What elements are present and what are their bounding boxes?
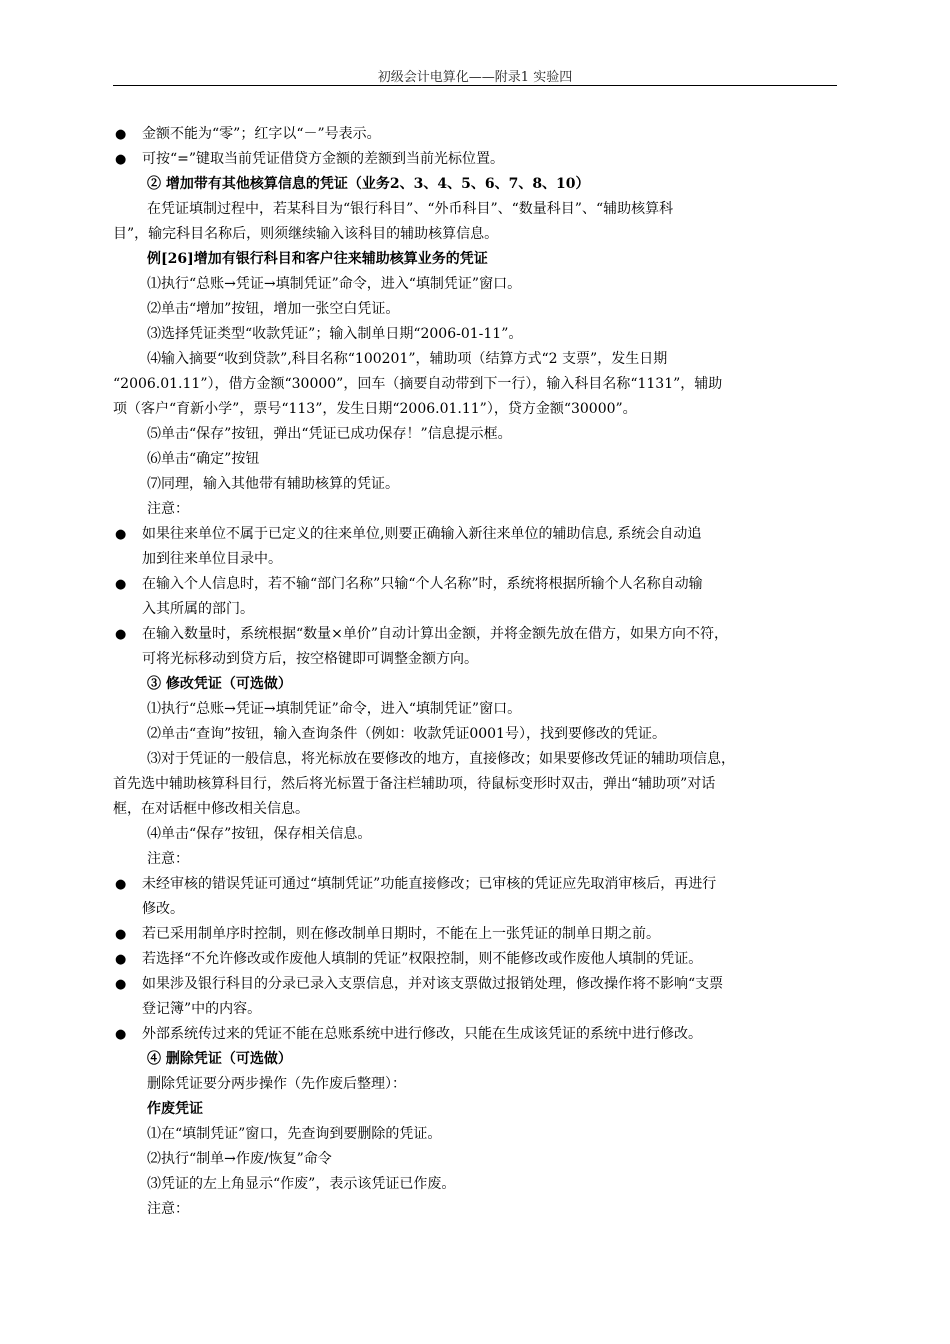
step-line: “2006.01.11”），借方金额“30000”，回车（摘要自动带到下一行），输入科目名称“1131”，辅助	[113, 376, 723, 392]
bullet-item	[113, 1022, 837, 1047]
note-label: 注意：	[147, 1201, 189, 1217]
step-line: ⑹单击“确定”按钮	[147, 451, 260, 467]
bullet-item	[113, 622, 837, 647]
bullet-text: 在输入个人信息时，若不输“部门名称”只输“个人名称”时，系统将根据所输个人名称自动输	[142, 576, 703, 592]
bullet-text: 若选择“不允许修改或作废他人填制的凭证”权限控制，则不能修改或作废他人填制的凭证。	[142, 951, 703, 967]
step-line: ⑵执行“制单→作废/恢复”命令	[147, 1151, 332, 1167]
section-heading: ② 增加带有其他核算信息的凭证（业务2、3、4、5、6、7、8、10）	[147, 176, 590, 192]
step-line: 首先选中辅助核算科目行，然后将光标置于备注栏辅助项，待鼠标变形时双击，弹出“辅助项”对话	[113, 776, 716, 792]
bullet-text: 在输入数量时，系统根据“数量×单价”自动计算出金额，并将金额先放在借方，如果方向不符，	[142, 626, 729, 642]
step-line: ⑶凭证的左上角显示“作废”，表示该凭证已作废。	[147, 1176, 456, 1192]
bullet-icon: ●	[115, 577, 127, 592]
bullet-icon: ●	[115, 127, 127, 142]
bullet-item	[113, 972, 837, 997]
note-label: 注意：	[147, 851, 189, 867]
bullet-icon: ●	[115, 627, 127, 642]
bullet-continuation: 可将光标移动到贷方后，按空格键即可调整金额方向。	[142, 651, 478, 667]
example-title: 例[26]增加有银行科目和客户往来辅助核算业务的凭证	[147, 251, 488, 267]
bullet-text: 可按“=”键取当前凭证借贷方金额的差额到当前光标位置。	[142, 151, 505, 167]
step-line: ⑸单击“保存”按钮，弹出“凭证已成功保存！”信息提示框。	[147, 426, 512, 442]
bullet-icon: ●	[115, 527, 127, 542]
step-line: ⑷单击“保存”按钮，保存相关信息。	[147, 826, 372, 842]
bullet-item	[113, 922, 837, 947]
bullet-text: 若已采用制单序时控制，则在修改制单日期时，不能在上一张凭证的制单日期之前。	[142, 926, 660, 942]
paragraph-line: 目”，输完科目名称后，则须继续输入该科目的辅助核算信息。	[113, 226, 499, 242]
bullet-continuation: 修改。	[142, 901, 184, 917]
step-line: ⑴执行“总账→凭证→填制凭证”命令，进入“填制凭证”窗口。	[147, 701, 522, 717]
bullet-text: 金额不能为“零”；红字以“－”号表示。	[142, 126, 381, 142]
bullet-item	[113, 122, 837, 147]
step-line: ⑷输入摘要“收到贷款”,科目名称“100201”，辅助项（结算方式“2 支票”，发生日期	[147, 351, 668, 367]
bullet-item	[113, 872, 837, 897]
bullet-icon: ●	[115, 927, 127, 942]
bullet-icon: ●	[115, 1027, 127, 1042]
bullet-icon: ●	[115, 877, 127, 892]
bullet-continuation: 加到往来单位目录中。	[142, 551, 282, 567]
step-line: ⑵单击“查询”按钮，输入查询条件（例如：收款凭证0001号），找到要修改的凭证。	[147, 726, 666, 742]
bullet-continuation: 入其所属的部门。	[142, 601, 254, 617]
step-line: ⑴执行“总账→凭证→填制凭证”命令，进入“填制凭证”窗口。	[147, 276, 522, 292]
bullet-item	[113, 522, 837, 547]
bullet-text: 外部系统传过来的凭证不能在总账系统中进行修改，只能在生成该凭证的系统中进行修改。	[142, 1026, 702, 1042]
bullet-item	[113, 147, 837, 172]
step-line: 项（客户“育新小学”，票号“113”，发生日期“2006.01.11”），贷方金额“30000”。	[113, 401, 637, 417]
paragraph-line: 在凭证填制过程中，若某科目为“银行科目”、“外币科目”、“数量科目”、“辅助核算科	[147, 201, 674, 217]
bullet-icon: ●	[115, 977, 127, 992]
document-body	[113, 122, 837, 1222]
page-header: 初级会计电算化——附录1 实验四	[377, 70, 573, 85]
sub-heading: 作废凭证	[147, 1101, 203, 1117]
header-divider	[113, 85, 837, 86]
bullet-icon: ●	[115, 952, 127, 967]
bullet-text: 未经审核的错误凭证可通过“填制凭证”功能直接修改；已审核的凭证应先取消审核后，再进行	[142, 876, 717, 892]
bullet-icon: ●	[115, 152, 127, 167]
bullet-continuation: 登记簿”中的内容。	[142, 1001, 262, 1017]
note-label: 注意：	[147, 501, 189, 517]
step-line: ⑺同理，输入其他带有辅助核算的凭证。	[147, 476, 399, 492]
step-line: 框，在对话框中修改相关信息。	[113, 801, 309, 817]
bullet-text: 如果涉及银行科目的分录已录入支票信息，并对该支票做过报销处理，修改操作将不影响“支票	[142, 976, 724, 992]
bullet-item	[113, 947, 837, 972]
section-heading: ④ 删除凭证（可选做）	[147, 1051, 292, 1067]
step-line: ⑴在“填制凭证”窗口，先查询到要删除的凭证。	[147, 1126, 442, 1142]
bullet-item	[113, 572, 837, 597]
step-line: ⑶对于凭证的一般信息，将光标放在要修改的地方，直接修改；如果要修改凭证的辅助项信息，	[147, 751, 735, 767]
paragraph-line: 删除凭证要分两步操作（先作废后整理）：	[147, 1076, 406, 1092]
step-line: ⑵单击“增加”按钮，增加一张空白凭证。	[147, 301, 400, 317]
bullet-text: 如果往来单位不属于已定义的往来单位,则要正确输入新往来单位的辅助信息, 系统会自动追	[142, 526, 702, 542]
section-heading: ③ 修改凭证（可选做）	[147, 676, 292, 692]
step-line: ⑶选择凭证类型“收款凭证”；输入制单日期“2006-01-11”。	[147, 326, 523, 342]
